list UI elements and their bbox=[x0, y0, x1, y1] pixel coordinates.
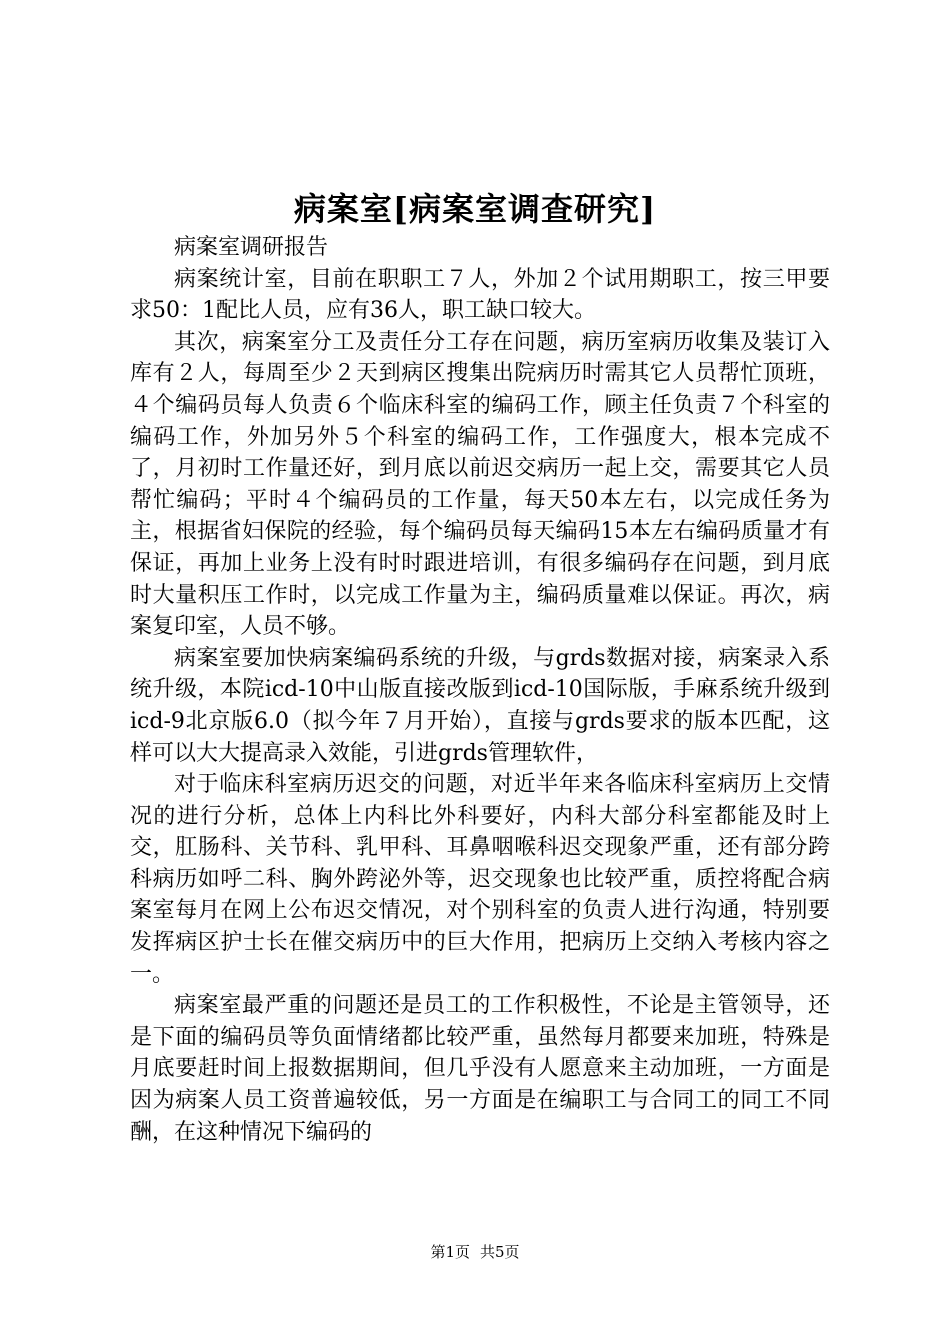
body-paragraph: 病案统计室，目前在职职工７人，外加２个试用期职工，按三甲要求50：1配比人员，应有36人，职工缺口较大。 bbox=[130, 266, 830, 324]
document-title: 病案室[病案室调查研究] bbox=[293, 190, 657, 228]
body-paragraph: 病案室最严重的问题还是员工的工作积极性，不论是主管领导，还是下面的编码员等负面情绪都比较严重，虽然每月都要来加班，特殊是月底要赶时间上报数据期间，但几乎没有人愿意来主动加班，一方面是因为病案人员工资普遍较低，另一方面是在编职工与合同工的同工不同酬，在这种情况下编码的 bbox=[130, 993, 830, 1145]
page-number: 第1页 bbox=[430, 1243, 470, 1261]
page-footer bbox=[0, 1241, 950, 1263]
body-paragraph: 病案室要加快病案编码系统的升级，与grds数据对接，病案录入系统升级，本院icd-10中山版直接改版到icd-10国际版，手麻系统升级到icd-9北京版6.0（拟今年７月开始），直接与grds要求的版本匹配，这样可以大大提高录入效能，引进grds管理软件， bbox=[130, 645, 830, 766]
body-paragraph: 其次，病案室分工及责任分工存在问题，病历室病历收集及装订入库有２人，每周至少２天到病区搜集出院病历时需其它人员帮忙顶班，４个编码员每人负责６个临床科室的编码工作，顾主任负责７个科室的编码工作，外加另外５个科室的编码工作，工作强度大，根本完成不了，月初时工作量还好，到月底以前迟交病历一起上交，需要其它人员帮忙编码；平时４个编码员的工作量，每天50本左右，以完成任务为主，根据省妇保院的经验，每个编码员每天编码15本左右编码质量才有保证，再加上业务上没有时时跟进培训，有很多编码存在问题，到月底时大量积压工作时，以完成工作量为主，编码质量难以保证。再次，病案复印室，人员不够。 bbox=[130, 329, 830, 640]
body-paragraph: 对于临床科室病历迟交的问题，对近半年来各临床科室病历上交情况的进行分析，总体上内科比外科要好，内科大部分科室都能及时上交，肛肠科、关节科、乳甲科、耳鼻咽喉科迟交现象严重，还有部分跨科病历如呼二科、胸外跨泌外等，迟交现象也比较严重，质控将配合病案室每月在网上公布迟交情况，对个别科室的负责人进行沟通，特别要发挥病区护士长在催交病历中的巨大作用，把病历上交纳入考核内容之一。 bbox=[130, 772, 830, 987]
page-total: 共5页 bbox=[480, 1243, 520, 1261]
document-body bbox=[130, 232, 830, 1148]
body-paragraph-subtitle: 病案室调研报告 bbox=[174, 235, 329, 260]
